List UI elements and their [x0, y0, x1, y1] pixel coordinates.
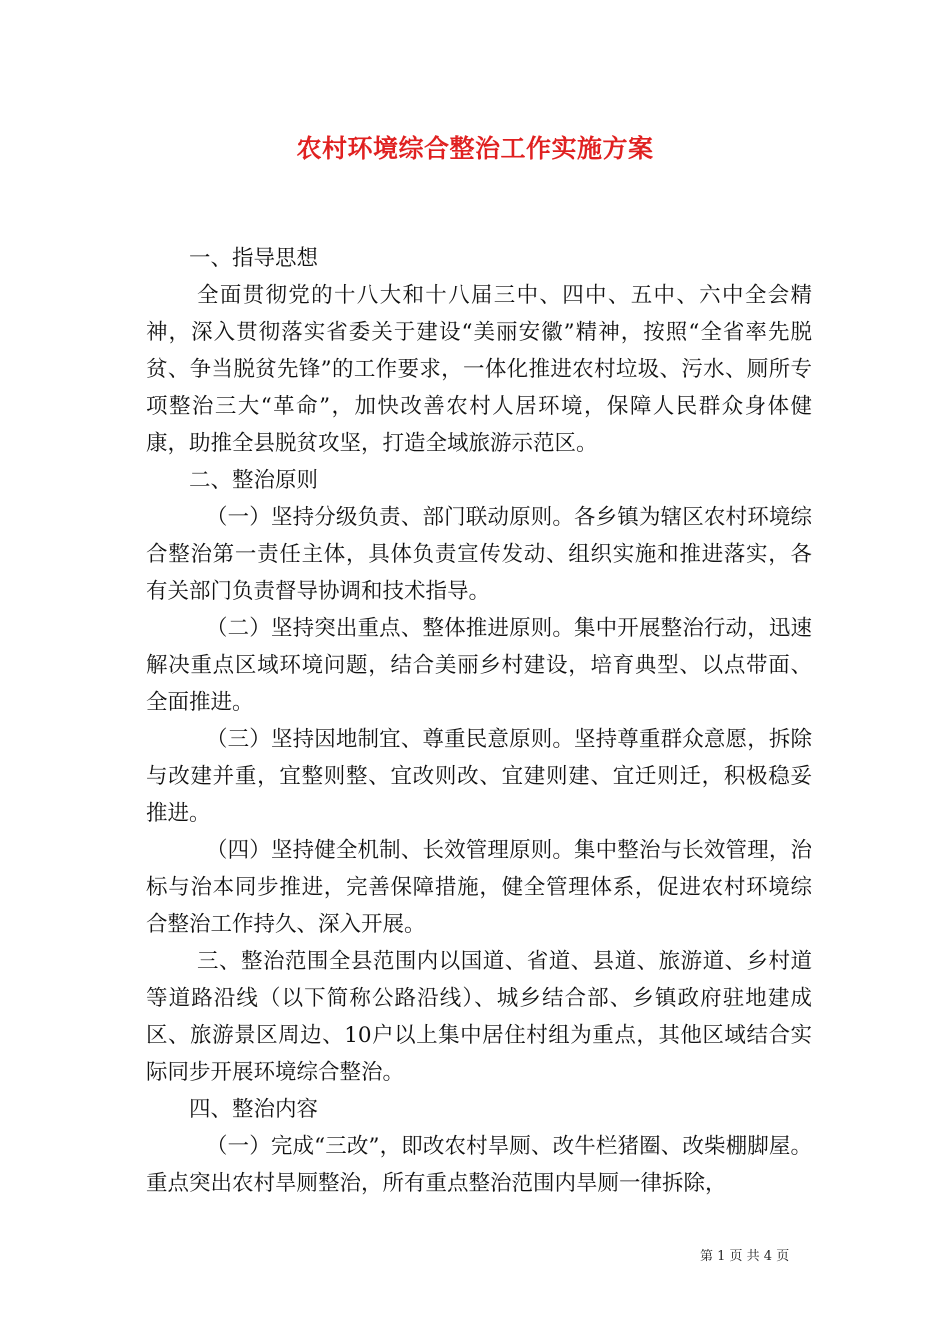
- page-number: 第 1 页 共 4 页: [700, 1249, 790, 1264]
- section-heading-content: 四、整治内容: [189, 1097, 319, 1122]
- paragraph-content-1: （一）完成“三改”，即改农村旱厕、改牛栏猪圈、改柴棚脚屋。重点突出农村旱厕整治，所有重点整治范围内旱厕一律拆除，: [146, 1134, 812, 1196]
- paragraph-guiding-ideology: 全面贯彻党的十八大和十八届三中、四中、五中、六中全会精神，深入贯彻落实省委关于建设“美丽安徽”精神，按照“全省率先脱贫、争当脱贫先锋”的工作要求，一体化推进农村垃圾、污水、厕所专项整治三大“革命”，加快改善农村人居环境，保障人民群众身体健康，助推全县脱贫攻坚，打造全域旅游示范区。: [146, 283, 812, 456]
- document-body: [146, 240, 812, 1202]
- section-heading-principles: 二、整治原则: [189, 468, 319, 493]
- document-title: 农村环境综合整治工作实施方案: [296, 134, 654, 163]
- section-heading-guiding-ideology: 一、指导思想: [189, 246, 319, 271]
- paragraph-principle-4: （四）坚持健全机制、长效管理原则。集中整治与长效管理，治标与治本同步推进，完善保障措施，健全管理体系，促进农村环境综合整治工作持久、深入开展。: [146, 838, 812, 937]
- paragraph-principle-2: （二）坚持突出重点、整体推进原则。集中开展整治行动，迅速解决重点区域环境问题，结合美丽乡村建设，培育典型、以点带面、全面推进。: [146, 616, 812, 715]
- paragraph-scope: 三、整治范围全县范围内以国道、省道、县道、旅游道、乡村道等道路沿线（以下简称公路沿线）、城乡结合部、乡镇政府驻地建成区、旅游景区周边、10户以上集中居住村组为重点，其他区域结合实际同步开展环境综合整治。: [146, 949, 812, 1085]
- paragraph-principle-3: （三）坚持因地制宜、尊重民意原则。坚持尊重群众意愿，拆除与改建并重，宜整则整、宜改则改、宜建则建、宜迁则迁，积极稳妥推进。: [146, 727, 812, 826]
- paragraph-principle-1: （一）坚持分级负责、部门联动原则。各乡镇为辖区农村环境综合整治第一责任主体，具体负责宣传发动、组织实施和推进落实，各有关部门负责督导协调和技术指导。: [146, 505, 812, 604]
